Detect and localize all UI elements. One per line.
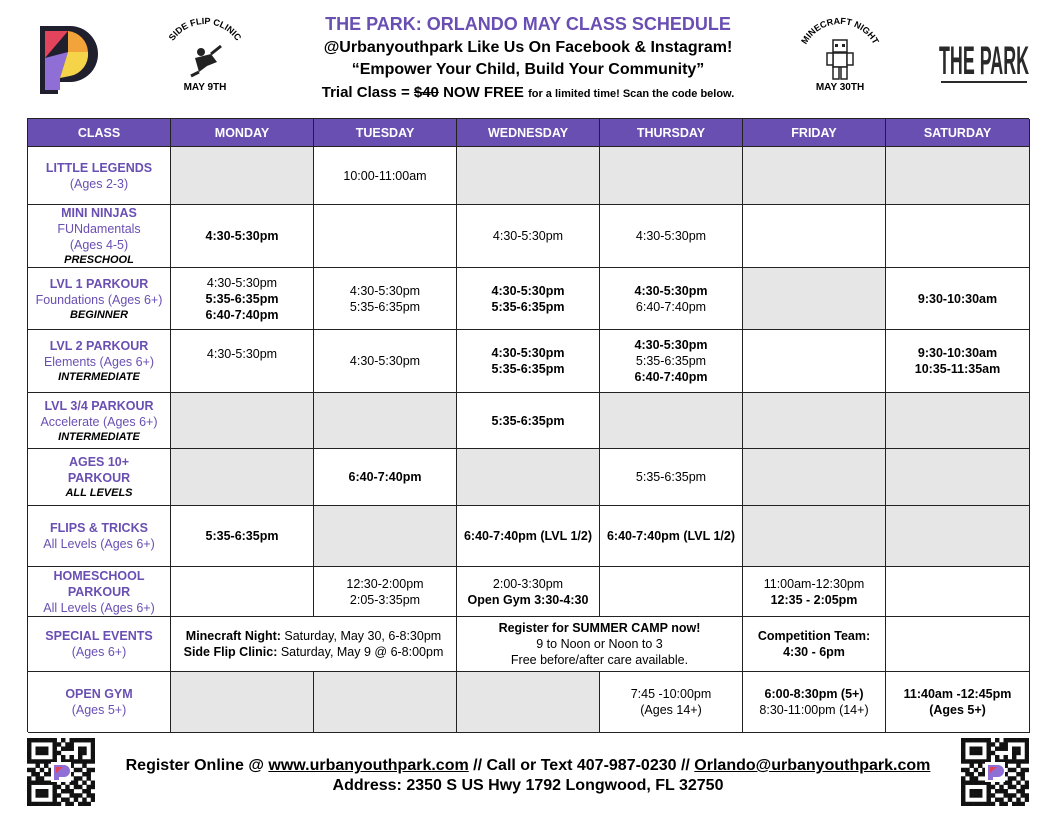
time-slot: (Ages 5+)	[929, 703, 986, 717]
time-slot: 5:35-6:35pm	[491, 299, 565, 314]
event-detail: Saturday, May 30, 6-8:30pm	[280, 629, 442, 643]
minecraft-figure-icon	[790, 16, 890, 82]
schedule-cell	[600, 393, 743, 449]
time-slot: 5:35-6:35pm	[491, 362, 565, 376]
class-level: PRESCHOOL	[64, 254, 134, 266]
footer-register	[110, 757, 946, 775]
schedule-cell	[886, 393, 1030, 449]
class-level: INTERMEDIATE	[58, 430, 140, 443]
time-slot: 4:30-5:30pm	[491, 346, 565, 360]
badge-flip-title: SIDE FLIP CLINIC	[166, 16, 244, 43]
schedule-cell	[314, 567, 457, 617]
schedule-cell	[171, 268, 314, 330]
time-slot: 6:40-7:40pm	[205, 307, 279, 322]
column-header: WEDNESDAY	[457, 119, 600, 147]
class-title: FLIPS & TRICKS	[50, 521, 148, 535]
park-p-logo	[36, 22, 102, 98]
schedule-cell	[743, 449, 886, 506]
schedule-cell	[314, 506, 457, 567]
trial-prefix: Trial Class =	[321, 84, 414, 101]
event-line	[184, 644, 444, 660]
time-slot: 2:00-3:30pm	[492, 576, 564, 591]
schedule-cell	[600, 147, 743, 205]
time-slot: 2:05-3:35pm	[349, 592, 421, 607]
schedule-cell	[457, 449, 600, 506]
class-title: MINI NINJAS	[61, 206, 137, 220]
schedule-cell	[457, 506, 600, 567]
schedule-cell	[171, 205, 314, 268]
time-slot: 8:30-11:00pm (14+)	[759, 703, 869, 717]
time-slot: 5:35-6:35pm	[491, 413, 565, 428]
class-level: ALL LEVELS	[65, 487, 133, 499]
minecraft-night-badge	[790, 16, 890, 96]
time-slot: 4:30-5:30pm	[635, 229, 707, 243]
schedule-cell	[886, 147, 1030, 205]
event-line	[186, 628, 441, 644]
website-link[interactable]: www.urbanyouthpark.com	[268, 757, 469, 774]
class-title: PARKOUR	[67, 584, 131, 599]
time-slot: 4:30-5:30pm	[206, 275, 278, 290]
schedule-cell	[600, 567, 743, 617]
class-subtitle: All Levels (Ages 6+)	[43, 537, 155, 551]
class-cell	[28, 506, 171, 567]
class-subtitle: (Ages 6+)	[71, 645, 127, 659]
camp-line: Free before/after care available.	[510, 653, 689, 667]
event-name: Minecraft Night:	[185, 629, 281, 643]
class-subtitle: Elements (Ages 6+)	[43, 355, 155, 369]
class-title: LVL 2 PARKOUR	[49, 339, 149, 353]
time-slot: 7:45 -10:00pm	[630, 687, 712, 701]
time-slot: (Ages 14+)	[640, 703, 702, 717]
time-slot: 4:30-5:30pm	[206, 347, 278, 361]
column-header: SATURDAY	[886, 119, 1030, 147]
schedule-cell	[886, 672, 1030, 733]
time-slot: 5:35-6:35pm	[349, 299, 421, 314]
schedule-cell	[886, 205, 1030, 268]
flip-figure-icon	[155, 16, 255, 82]
schedule-cell	[743, 330, 886, 393]
the-park-logo	[937, 28, 1031, 90]
column-header: MONDAY	[171, 119, 314, 147]
time-slot: 9:30-10:30am	[917, 346, 998, 360]
class-cell	[28, 393, 171, 449]
time-slot: 12:30-2:00pm	[346, 576, 424, 591]
competition-cell	[743, 617, 886, 672]
trial-line	[250, 84, 806, 101]
schedule-cell	[171, 506, 314, 567]
class-subtitle: FUNdamentals	[57, 222, 141, 236]
schedule-cell	[600, 330, 743, 393]
schedule-cell	[171, 393, 314, 449]
schedule-cell	[600, 672, 743, 733]
time-slot: 6:40-7:40pm	[635, 299, 707, 314]
qr-code-icon[interactable]	[961, 738, 1029, 806]
class-title: LITTLE LEGENDS	[45, 160, 153, 175]
time-slot: 6:40-7:40pm (LVL 1/2)	[463, 529, 593, 543]
time-slot: 5:35-6:35pm	[205, 291, 279, 306]
class-title: SPECIAL EVENTS	[45, 629, 153, 643]
schedule-cell	[743, 393, 886, 449]
time-slot: 5:35-6:35pm	[635, 470, 707, 484]
schedule-cell	[600, 506, 743, 567]
competition-line: 4:30 - 6pm	[783, 645, 845, 659]
time-slot: 4:30-5:30pm	[491, 283, 565, 298]
class-subtitle: (Ages 4-5)	[69, 238, 129, 252]
class-subtitle: (Ages 5+)	[71, 703, 127, 717]
time-slot: Open Gym 3:30-4:30	[467, 592, 589, 607]
camp-line: 9 to Noon or Noon to 3	[536, 637, 663, 651]
time-slot: 6:40-7:40pm	[348, 470, 422, 484]
class-title: HOMESCHOOL	[53, 568, 145, 583]
class-cell	[28, 672, 171, 733]
schedule-cell	[886, 330, 1030, 393]
schedule-cell	[314, 147, 457, 205]
column-header: TUESDAY	[314, 119, 457, 147]
time-slot: 4:30-5:30pm	[492, 229, 564, 243]
time-slot: 4:30-5:30pm	[205, 229, 279, 243]
svg-text:THE PARK: THE PARK	[939, 39, 1030, 83]
special-events-cell	[171, 617, 457, 672]
schedule-cell	[886, 449, 1030, 506]
class-subtitle: All Levels (Ages 6+)	[43, 600, 155, 615]
class-title: OPEN GYM	[65, 687, 133, 701]
schedule-cell	[743, 567, 886, 617]
badge-mc-title: MINECRAFT NIGHT	[799, 16, 881, 46]
class-cell	[28, 147, 171, 205]
schedule-cell	[314, 330, 457, 393]
schedule-cell	[171, 147, 314, 205]
time-slot: 11:00am-12:30pm	[763, 576, 865, 591]
page-title: THE PARK: ORLANDO MAY CLASS SCHEDULE	[325, 14, 731, 34]
schedule-cell	[171, 567, 314, 617]
time-slot: 5:35-6:35pm	[635, 354, 707, 368]
class-cell	[28, 330, 171, 393]
schedule-cell	[743, 147, 886, 205]
badge-mc-date: MAY 30TH	[815, 82, 865, 93]
schedule-cell	[743, 268, 886, 330]
class-level: BEGINNER	[69, 308, 129, 321]
class-title: AGES 10+	[68, 455, 130, 469]
schedule-cell	[743, 506, 886, 567]
time-slot: 6:40-7:40pm (LVL 1/2)	[606, 529, 736, 543]
time-slot: 4:30-5:30pm	[634, 283, 708, 298]
class-title: PARKOUR	[67, 471, 131, 485]
time-slot: 4:30-5:30pm	[349, 354, 421, 368]
time-slot: 9:30-10:30am	[917, 291, 998, 306]
footer-address: Address: 2350 S US Hwy 1792 Longwood, FL 32750	[332, 777, 724, 794]
schedule-cell	[743, 205, 886, 268]
column-header: FRIDAY	[743, 119, 886, 147]
trial-note: for a limited time! Scan the code below.	[528, 88, 735, 100]
schedule-cell	[314, 393, 457, 449]
column-header: CLASS	[28, 119, 171, 147]
trial-old-price: $40	[413, 84, 439, 101]
schedule-cell	[457, 330, 600, 393]
schedule-cell	[743, 672, 886, 733]
class-cell	[28, 268, 171, 330]
schedule-cell	[457, 147, 600, 205]
camp-line: Register for SUMMER CAMP now!	[498, 621, 701, 635]
qr-code-icon[interactable]	[27, 738, 95, 806]
time-slot: 5:35-6:35pm	[205, 529, 279, 543]
schedule-cell	[886, 617, 1030, 672]
social-line: @Urbanyouthpark Like Us On Facebook & Instagram!	[323, 39, 733, 56]
schedule-cell	[457, 205, 600, 268]
schedule-cell	[457, 393, 600, 449]
event-detail: Saturday, May 9 @ 6-8:00pm	[277, 645, 444, 659]
schedule-cell	[457, 672, 600, 733]
class-level: INTERMEDIATE	[58, 371, 140, 383]
schedule-cell	[314, 268, 457, 330]
class-subtitle: Foundations (Ages 6+)	[35, 292, 163, 307]
badge-flip-date: MAY 9TH	[183, 82, 227, 93]
tagline: “Empower Your Child, Build Your Community”	[351, 61, 705, 78]
time-slot: 6:00-8:30pm (5+)	[764, 687, 864, 701]
event-name: Side Flip Clinic:	[183, 645, 278, 659]
schedule-cell	[886, 567, 1030, 617]
time-slot: 10:00-11:00am	[343, 168, 427, 183]
schedule-cell	[314, 205, 457, 268]
footer-register-prefix: Register Online @	[125, 757, 269, 774]
class-cell	[28, 205, 171, 268]
column-header: THURSDAY	[600, 119, 743, 147]
side-flip-clinic-badge	[155, 16, 255, 96]
time-slot: 12:35 - 2:05pm	[770, 592, 858, 607]
class-title: LVL 1 PARKOUR	[49, 276, 149, 291]
time-slot: 10:35-11:35am	[914, 362, 1001, 376]
schedule-cell	[314, 672, 457, 733]
time-slot: 4:30-5:30pm	[349, 283, 421, 298]
schedule-cell	[171, 330, 314, 393]
schedule-cell	[457, 567, 600, 617]
class-title: LVL 3/4 PARKOUR	[44, 398, 154, 413]
footer-call: // Call or Text 407-987-0230 //	[468, 757, 695, 774]
time-slot: 4:30-5:30pm	[634, 338, 708, 352]
competition-line: Competition Team:	[757, 629, 871, 643]
schedule-cell	[600, 268, 743, 330]
class-subtitle: Accelerate (Ages 6+)	[40, 414, 158, 429]
schedule-cell	[457, 268, 600, 330]
schedule-cell	[886, 268, 1030, 330]
time-slot: 6:40-7:40pm	[634, 370, 708, 384]
schedule-cell	[314, 449, 457, 506]
trial-now: NOW FREE	[438, 84, 529, 101]
schedule-cell	[600, 449, 743, 506]
time-slot: 11:40am -12:45pm	[903, 687, 1012, 701]
schedule-cell	[171, 672, 314, 733]
schedule-cell	[600, 205, 743, 268]
email-link[interactable]: Orlando@urbanyouthpark.com	[694, 757, 931, 774]
schedule-cell	[886, 506, 1030, 567]
summer-camp-cell	[457, 617, 743, 672]
schedule-table	[27, 118, 1029, 732]
class-cell	[28, 449, 171, 506]
class-subtitle: (Ages 2-3)	[69, 176, 129, 191]
schedule-cell	[171, 449, 314, 506]
class-cell	[28, 567, 171, 617]
class-cell	[28, 617, 171, 672]
